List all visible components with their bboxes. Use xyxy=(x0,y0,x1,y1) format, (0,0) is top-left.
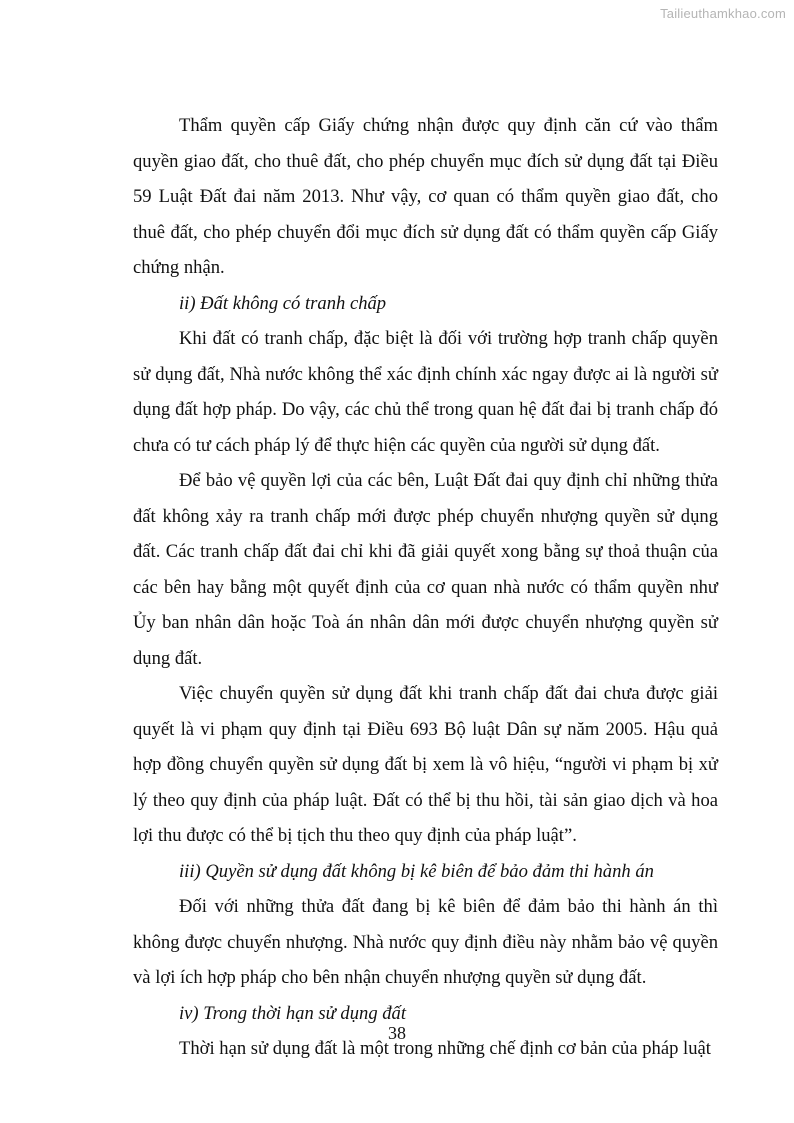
watermark-text: Tailieuthamkhao.com xyxy=(660,6,786,21)
document-body xyxy=(133,108,718,1067)
paragraph-violation: Việc chuyển quyền sử dụng đất khi tranh chấp đất đai chưa được giải quyết là vi phạm quy định tại Điều 693 Bộ luật Dân sự năm 2005. Hậu quả hợp đồng chuyển quyền sử dụng đất bị xem là vô hiệu, “người vi phạm bị xử lý theo quy định của pháp luật. Đất có thể bị thu hồi, tài sản giao dịch và hoa lợi thu được có thể bị tịch thu theo quy định của pháp luật”. xyxy=(133,683,718,846)
paragraph-dispute: Khi đất có tranh chấp, đặc biệt là đối với trường hợp tranh chấp quyền sử dụng đất, Nhà nước không thể xác định chính xác ngay được ai là người sử dụng đất hợp pháp. Do vậy, các chủ thể trong quan hệ đất đai bị tranh chấp đó chưa có tư cách pháp lý để thực hiện các quyền của người sử dụng đất. xyxy=(133,328,718,456)
paragraph-authority: Thẩm quyền cấp Giấy chứng nhận được quy định căn cứ vào thẩm quyền giao đất, cho thuê đất, cho phép chuyển mục đích sử dụng đất tại Điều 59 Luật Đất đai năm 2013. Như vậy, cơ quan có thẩm quyền giao đất, cho thuê đất, cho phép chuyển đổi mục đích sử dụng đất có thẩm quyền cấp Giấy chứng nhận. xyxy=(133,115,718,278)
section-heading-usage-term: iv) Trong thời hạn sử dụng đất xyxy=(179,1002,407,1024)
paragraph-usage-term: Thời hạn sử dụng đất là một trong những chế định cơ bản của pháp luật xyxy=(179,1038,711,1059)
paragraph-seized-land: Đối với những thửa đất đang bị kê biên để đảm bảo thi hành án thì không được chuyển nhượng. Nhà nước quy định điều này nhằm bảo vệ quyền và lợi ích hợp pháp cho bên nhận chuyển nhượng quyền sử dụng đất. xyxy=(133,896,718,988)
section-heading-no-dispute: ii) Đất không có tranh chấp xyxy=(179,292,387,314)
paragraph-protect-rights: Để bảo vệ quyền lợi của các bên, Luật Đất đai quy định chỉ những thửa đất không xảy ra tranh chấp mới được phép chuyển nhượng quyền sử dụng đất. Các tranh chấp đất đai chỉ khi đã giải quyết xong bằng sự thoả thuận của các bên hay bằng một quyết định của cơ quan nhà nước có thẩm quyền như Ủy ban nhân dân hoặc Toà án nhân dân mới được chuyển nhượng quyền sử dụng đất. xyxy=(133,470,718,669)
section-heading-not-seized: iii) Quyền sử dụng đất không bị kê biên để bảo đảm thi hành án xyxy=(179,860,654,882)
page-number: 38 xyxy=(388,1023,406,1043)
